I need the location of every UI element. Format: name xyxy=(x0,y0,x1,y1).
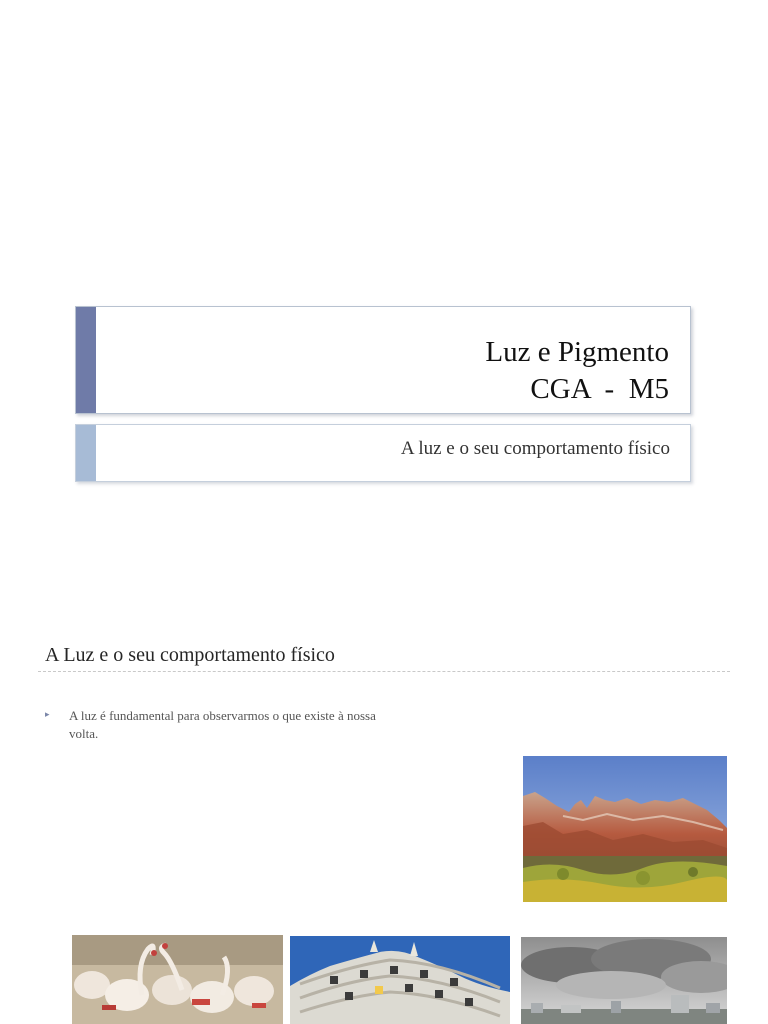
title-line-1: Luz e Pigmento xyxy=(485,336,669,368)
title-line-2: CGA - M5 xyxy=(530,373,669,405)
title-accent-bar xyxy=(76,307,96,413)
subtitle-accent-bar xyxy=(76,425,96,481)
flamingos-photo xyxy=(72,935,283,1024)
bullet-arrow-icon: ▸ xyxy=(45,709,50,719)
presentation-subtitle: A luz e o seu comportamento físico xyxy=(400,438,670,459)
slide-heading: A Luz e o seu comportamento físico xyxy=(45,644,335,666)
clouds-photo xyxy=(521,937,727,1024)
subtitle-box xyxy=(75,424,691,482)
canyon-photo xyxy=(523,756,727,902)
presentation-title xyxy=(485,334,669,408)
heading-divider xyxy=(38,671,730,672)
building-photo xyxy=(290,936,510,1024)
title-box xyxy=(75,306,691,414)
bullet-text: A luz é fundamental para observarmos o que existe à nossa volta. xyxy=(69,708,376,741)
